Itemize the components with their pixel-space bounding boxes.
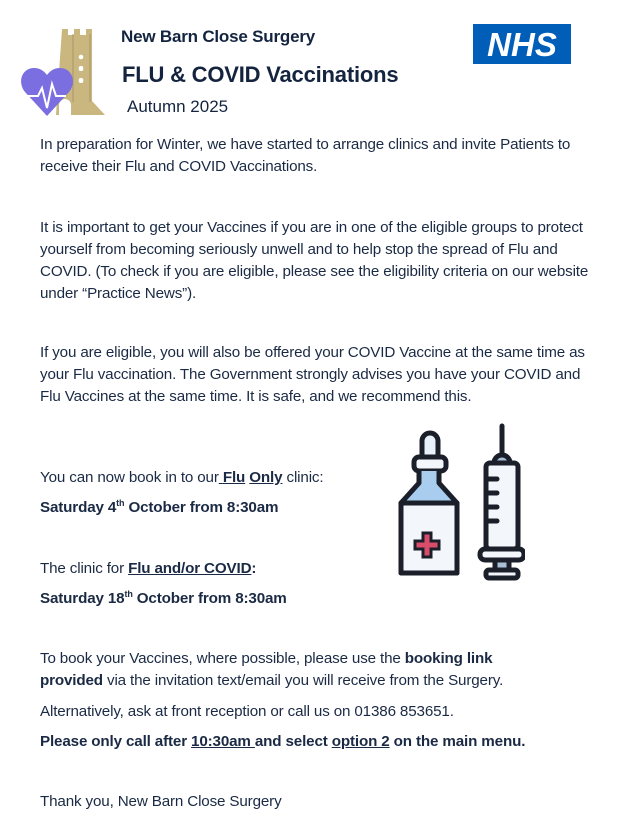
vaccine-bottle-syringe-icon [395, 423, 525, 581]
page-title: FLU & COVID Vaccinations [122, 62, 399, 87]
flu-only-clinic-line [40, 469, 323, 486]
combined-clinic-line: The clinic for Flu and/or COVID: [40, 560, 257, 577]
eligibility-paragraph: It is important to get your Vaccines if you are in one of the eligible groups to protect yourself from becoming seriously unwell and to help stop the spread of Flu and COVID. (To check if you are eligible, please see the eligibility criteria on our website under “Practice News”). [40, 219, 589, 302]
nhs-logo-text: NHS [487, 26, 557, 63]
intro-paragraph: In preparation for Winter, we have started to arrange clinics and invite Patients to receive their Flu and COVID Vaccinations. [40, 136, 571, 175]
page-subtitle: Autumn 2025 [127, 97, 229, 116]
nhs-logo [473, 24, 571, 64]
booking-line-1: To book your Vaccines, where possible, please use the booking link [40, 650, 493, 667]
booking-line-2: provided via the invitation text/email you will receive from the Surgery. [40, 672, 504, 689]
menu-option: option 2 [331, 733, 390, 750]
only-label: Only [249, 469, 283, 486]
flu-label: Flu [222, 469, 246, 486]
call-time: 10:30am [191, 733, 255, 750]
booking-link-label: booking link [404, 650, 493, 667]
flu-only-clinic-date: Saturday 4th October from 8:30am [40, 497, 279, 516]
signoff: Thank you, New Barn Close Surgery [40, 793, 282, 810]
surgery-name: New Barn Close Surgery [121, 27, 315, 46]
flu-only-intro: You can now book in to our [40, 469, 219, 486]
flu-only-end: clinic: [286, 469, 324, 486]
call-instructions-line: Please only call after 10:30am and select option 2 on the main menu. [40, 733, 526, 750]
alternative-contact-line: Alternatively, ask at front reception or call us on 01386 853651. [40, 703, 454, 720]
flu-and-covid-label: Flu and/or COVID [128, 560, 252, 577]
covid-paragraph: If you are eligible, you will also be offered your COVID Vaccine at the same time as your Flu vaccination. The Government strongly advises you have your COVID and Flu Vaccines at the same time. It is safe, and we recommend this. [40, 344, 585, 405]
combined-clinic-date: Saturday 18th October from 8:30am [40, 588, 287, 607]
surgery-logo-icon [20, 24, 120, 124]
